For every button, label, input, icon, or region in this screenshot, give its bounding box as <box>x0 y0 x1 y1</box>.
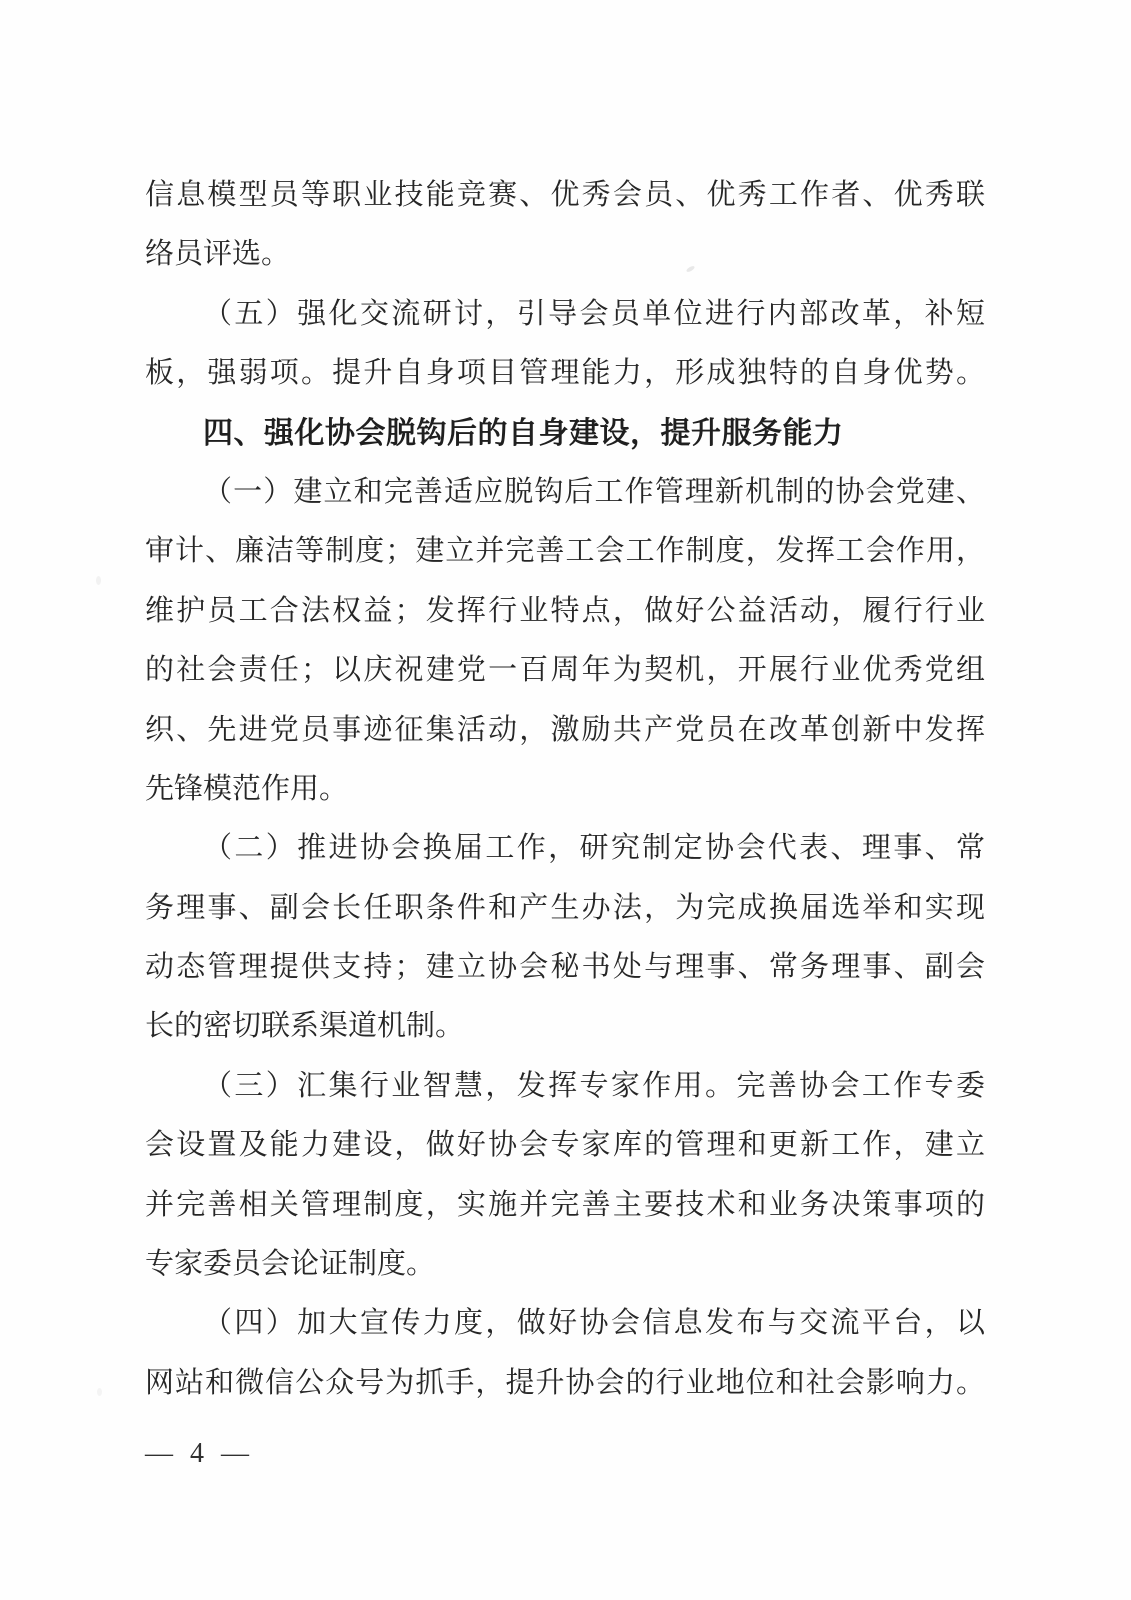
text-line: 织、先进党员事迹征集活动，激励共产党员在改革创新中发挥 <box>145 713 985 746</box>
paragraph-item-2 <box>145 819 985 1057</box>
text-line: 审计、廉洁等制度；建立并完善工会工作制度，发挥工会作用， <box>145 535 985 568</box>
text-line: （五）强化交流研讨，引导会员单位进行内部改革，补短 <box>203 297 985 330</box>
text-line: （三）汇集行业智慧，发挥专家作用。完善协会工作专委 <box>203 1069 985 1102</box>
text-line: 先锋模范作用。 <box>145 772 349 805</box>
paragraph-item-1 <box>145 463 985 819</box>
text-line: 板，强弱项。提升自身项目管理能力，形成独特的自身优势。 <box>145 357 985 390</box>
text-line: 的社会责任；以庆祝建党一百周年为契机，开展行业优秀党组 <box>145 654 985 687</box>
text-line: 络员评选。 <box>145 238 291 271</box>
text-line: 务理事、副会长任职条件和产生办法，为完成换届选举和实现 <box>145 891 985 924</box>
text-line: （二）推进协会换届工作，研究制定协会代表、理事、常 <box>203 832 985 865</box>
paragraph-item-4 <box>145 1294 985 1413</box>
text-line: 动态管理提供支持；建立协会秘书处与理事、常务理事、副会 <box>145 951 985 984</box>
scan-artifact <box>97 1388 102 1396</box>
paragraph-item-5 <box>145 285 985 404</box>
paragraph-continuation <box>145 166 985 285</box>
text-line: （一）建立和完善适应脱钩后工作管理新机制的协会党建、 <box>203 475 985 508</box>
text-line: 会设置及能力建设，做好协会专家库的管理和更新工作，建立 <box>145 1129 985 1162</box>
text-line: 信息模型员等职业技能竞赛、优秀会员、优秀工作者、优秀联 <box>145 179 985 211</box>
scan-artifact <box>96 576 101 585</box>
section-heading-text: 四、强化协会脱钩后的自身建设，提升服务能力 <box>203 416 844 450</box>
section-heading-4 <box>145 404 985 463</box>
document-body <box>145 166 985 1413</box>
text-line: （四）加大宣传力度，做好协会信息发布与交流平台，以 <box>203 1307 985 1340</box>
paragraph-item-3 <box>145 1057 985 1295</box>
text-line: 长的密切联系渠道机制。 <box>145 1010 465 1043</box>
text-line: 维护员工合法权益；发挥行业特点，做好公益活动，履行行业 <box>145 594 985 627</box>
page-number: — 4 — <box>145 1438 251 1469</box>
text-line: 并完善相关管理制度，实施并完善主要技术和业务决策事项的 <box>145 1188 985 1221</box>
text-line: 专家委员会论证制度。 <box>145 1248 436 1281</box>
text-line: 网站和微信公众号为抓手，提升协会的行业地位和社会影响力。 <box>145 1366 985 1399</box>
